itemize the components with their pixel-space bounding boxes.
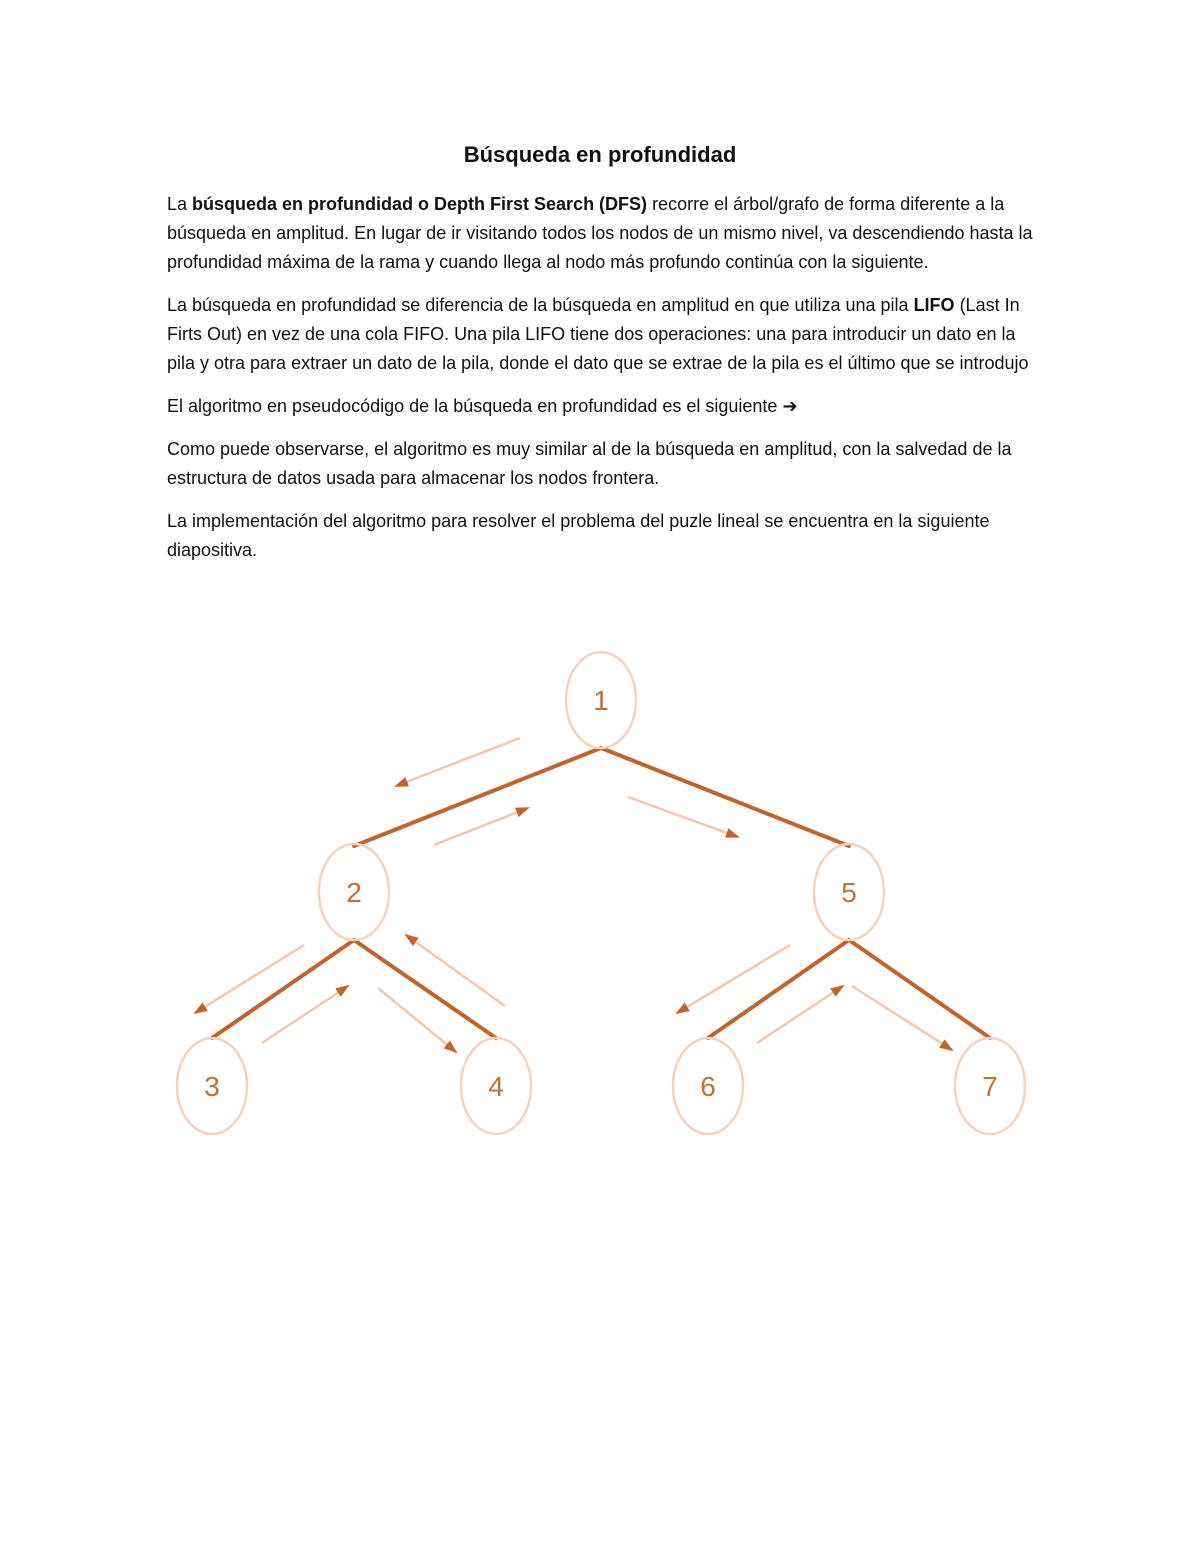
bold-text: LIFO [913, 295, 955, 315]
arrow-2-to-3 [195, 945, 304, 1013]
node-label: 3 [204, 1071, 220, 1102]
node-label: 2 [346, 877, 362, 908]
traversal-arrows [195, 738, 952, 1052]
tree-edges [212, 748, 990, 1038]
node-label: 6 [700, 1071, 716, 1102]
document-body [167, 190, 1037, 579]
tree-node-6 [673, 1038, 743, 1134]
page-title: Búsqueda en profundidad [463, 142, 737, 167]
edge-n5-n7 [849, 940, 990, 1038]
text-run: Como puede observarse, el algoritmo es muy similar al de la búsqueda en amplitud, con la salvedad de la estructura de datos usada para almacenar los nodos frontera. [167, 439, 1012, 488]
node-label: 1 [593, 685, 609, 716]
dfs-tree-diagram [0, 640, 1200, 1150]
tree-node-4 [461, 1038, 531, 1134]
text-run: El algoritmo en pseudocódigo de la búsqueda en profundidad es el siguiente [167, 396, 783, 416]
node-label: 7 [982, 1071, 998, 1102]
text-run: (Last In Firts Out) en vez de una cola FIFO. Una pila LIFO tiene dos operaciones: una para introducir un dato en la pila y otra para extraer un dato de la pila, donde el dato que se extrae de la pila es el último que se introdujo [167, 295, 1029, 373]
text-run: recorre el árbol/grafo de forma diferente a la búsqueda en amplitud. En lugar de ir visitando todos los nodos de un mismo nivel, va descendiendo hasta la profundidad máxima de la rama y cuando llega al nodo más profundo continúa con la siguiente. [167, 194, 1033, 272]
edge-n1-n2 [354, 748, 601, 846]
text-run: La búsqueda en profundidad se diferencia de la búsqueda en amplitud en que utiliza una pila [167, 295, 914, 315]
paragraph-1 [167, 190, 1037, 277]
text-run: La [167, 194, 193, 214]
tree-node-2 [319, 844, 389, 940]
tree-node-1 [566, 652, 636, 748]
text-run: La implementación del algoritmo para resolver el problema del puzle lineal se encuentra en la siguiente diapositiva. [167, 511, 990, 560]
arrow-4-back-to-2 [406, 935, 505, 1006]
tree-node-5 [814, 844, 884, 940]
tree-node-3 [177, 1038, 247, 1134]
arrow-5-to-6 [677, 945, 790, 1013]
arrow-2-to-4 [378, 988, 456, 1052]
edge-n2-n4 [354, 940, 496, 1038]
edge-n5-n6 [708, 940, 849, 1038]
node-label: 5 [841, 877, 857, 908]
paragraph-3 [167, 392, 1037, 421]
node-label: 4 [488, 1071, 504, 1102]
arrow-1-to-2 [396, 738, 520, 786]
tree-nodes [177, 652, 1025, 1134]
arrow-1-to-5 [628, 797, 738, 837]
paragraph-4 [167, 435, 1037, 493]
bold-text: ➔ [782, 396, 798, 416]
arrow-2-back-to-1 [434, 808, 528, 845]
tree-node-7 [955, 1038, 1025, 1134]
paragraph-5 [167, 507, 1037, 565]
paragraph-2 [167, 291, 1037, 378]
bold-text: búsqueda en profundidad o Depth First Search (DFS) [192, 194, 648, 214]
arrow-5-to-7 [852, 986, 952, 1050]
